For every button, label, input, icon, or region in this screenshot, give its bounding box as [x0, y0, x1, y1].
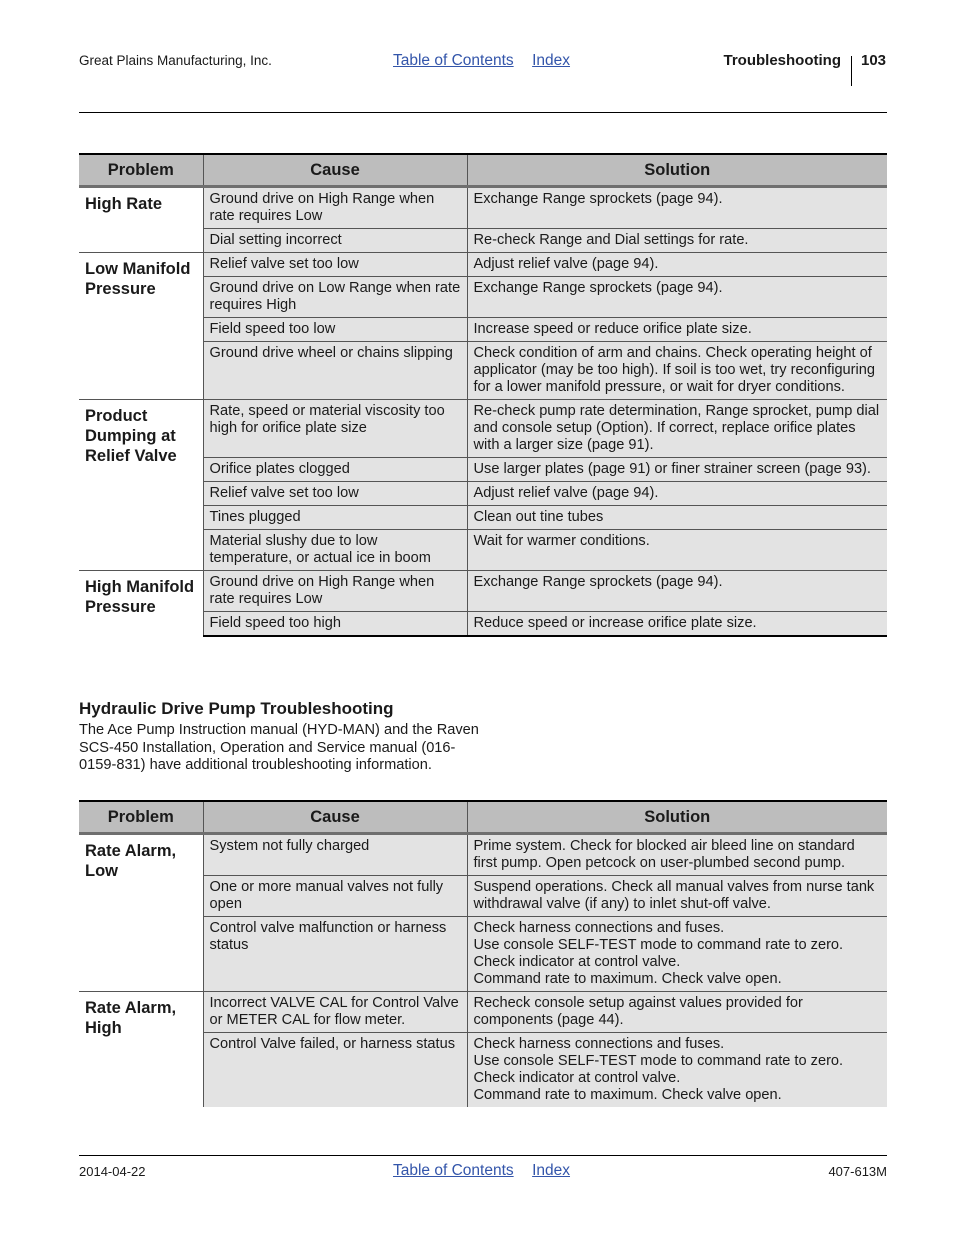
section-intro: The Ace Pump Instruction manual (HYD-MAN) and the Raven SCS-450 Installation, Operation and Service manual (016-0159-831) have additional troubleshooting information.: [79, 722, 479, 773]
troubleshooting-table-ground-drive: [79, 153, 887, 637]
document-code: 407-613M: [828, 1164, 887, 1179]
table-row: [79, 253, 887, 277]
table-row: [79, 400, 887, 458]
solution-cell: Exchange Range sprockets (page 94).: [467, 187, 887, 229]
column-header-problem: Problem: [79, 154, 203, 187]
solution-cell: Suspend operations. Check all manual valves from nurse tank withdrawal valve (if any) to inlet shut-off valve.: [467, 876, 887, 917]
cause-cell: Relief valve set too low: [203, 253, 467, 277]
solution-cell: Wait for warmer conditions.: [467, 530, 887, 571]
troubleshooting-table-hydraulic: [79, 800, 887, 1107]
header-rule: [79, 112, 887, 113]
header-toc-link[interactable]: Table of Contents: [393, 52, 514, 69]
solution-cell: Use larger plates (page 91) or finer strainer screen (page 93).: [467, 458, 887, 482]
cause-cell: Field speed too high: [203, 612, 467, 637]
page-header: [0, 0, 954, 120]
company-name: Great Plains Manufacturing, Inc.: [79, 53, 272, 68]
column-header-cause: Cause: [203, 154, 467, 187]
footer-date: 2014-04-22: [79, 1164, 146, 1179]
solution-cell: Prime system. Check for blocked air bleed line on standard first pump. Open petcock on user-plumbed second pump.: [467, 834, 887, 876]
solution-cell: Check condition of arm and chains. Check operating height of applicator (may be too high). If soil is too wet, try reconfiguring for a lower manifold pressure, or wait for dryer conditions.: [467, 342, 887, 400]
cause-cell: Ground drive wheel or chains slipping: [203, 342, 467, 400]
solution-cell: Recheck console setup against values provided for components (page 44).: [467, 992, 887, 1033]
cause-cell: Incorrect VALVE CAL for Control Valve or METER CAL for flow meter.: [203, 992, 467, 1033]
footer-rule: [79, 1155, 887, 1156]
column-header-solution: Solution: [467, 154, 887, 187]
problem-cell: Low Manifold Pressure: [79, 253, 203, 400]
solution-cell: Reduce speed or increase orifice plate size.: [467, 612, 887, 637]
cause-cell: Ground drive on High Range when rate requires Low: [203, 571, 467, 612]
header-nav: [393, 52, 570, 70]
cause-cell: Control Valve failed, or harness status: [203, 1033, 467, 1108]
column-header-solution: Solution: [467, 801, 887, 834]
cause-cell: Ground drive on High Range when rate requires Low: [203, 187, 467, 229]
solution-cell: Adjust relief valve (page 94).: [467, 482, 887, 506]
section-name: Troubleshooting: [723, 52, 841, 69]
problem-cell: High Manifold Pressure: [79, 571, 203, 637]
problem-cell: Product Dumping at Relief Valve: [79, 400, 203, 571]
cause-cell: Rate, speed or material viscosity too high for orifice plate size: [203, 400, 467, 458]
solution-cell: Exchange Range sprockets (page 94).: [467, 277, 887, 318]
section-heading: Hydraulic Drive Pump Troubleshooting: [79, 699, 394, 718]
header-index-link[interactable]: Index: [532, 52, 571, 69]
problem-cell: High Rate: [79, 187, 203, 253]
cause-cell: Orifice plates clogged: [203, 458, 467, 482]
table-row: [79, 992, 887, 1033]
header-divider: [851, 56, 852, 86]
problem-cell: Rate Alarm, Low: [79, 834, 203, 992]
cause-cell: Ground drive on Low Range when rate requires High: [203, 277, 467, 318]
cause-cell: Dial setting incorrect: [203, 229, 467, 253]
footer-nav: [393, 1162, 570, 1180]
cause-cell: Control valve malfunction or harness status: [203, 917, 467, 992]
solution-cell: Exchange Range sprockets (page 94).: [467, 571, 887, 612]
cause-cell: Tines plugged: [203, 506, 467, 530]
cause-cell: System not fully charged: [203, 834, 467, 876]
footer-index-link[interactable]: Index: [532, 1162, 571, 1179]
cause-cell: Field speed too low: [203, 318, 467, 342]
solution-cell: Check harness connections and fuses. Use console SELF-TEST mode to command rate to zero. Check indicator at control valve. Command rate to maximum. Check valve open.: [467, 1033, 887, 1108]
column-header-cause: Cause: [203, 801, 467, 834]
page-number: 103: [861, 52, 887, 69]
column-header-problem: Problem: [79, 801, 203, 834]
cause-cell: One or more manual valves not fully open: [203, 876, 467, 917]
problem-cell: Rate Alarm, High: [79, 992, 203, 1108]
table-row: [79, 834, 887, 876]
cause-cell: Material slushy due to low temperature, or actual ice in boom: [203, 530, 467, 571]
solution-cell: Re-check pump rate determination, Range sprocket, pump dial and console setup (Option). If correct, replace orifice plates with a larger size (page 91).: [467, 400, 887, 458]
solution-cell: Re-check Range and Dial settings for rate.: [467, 229, 887, 253]
footer-toc-link[interactable]: Table of Contents: [393, 1162, 514, 1179]
solution-cell: Clean out tine tubes: [467, 506, 887, 530]
table-row: [79, 571, 887, 612]
solution-cell: Adjust relief valve (page 94).: [467, 253, 887, 277]
solution-cell: Check harness connections and fuses. Use console SELF-TEST mode to command rate to zero. Check indicator at control valve. Command rate to maximum. Check valve open.: [467, 917, 887, 992]
cause-cell: Relief valve set too low: [203, 482, 467, 506]
solution-cell: Increase speed or reduce orifice plate size.: [467, 318, 887, 342]
table-row: [79, 187, 887, 229]
